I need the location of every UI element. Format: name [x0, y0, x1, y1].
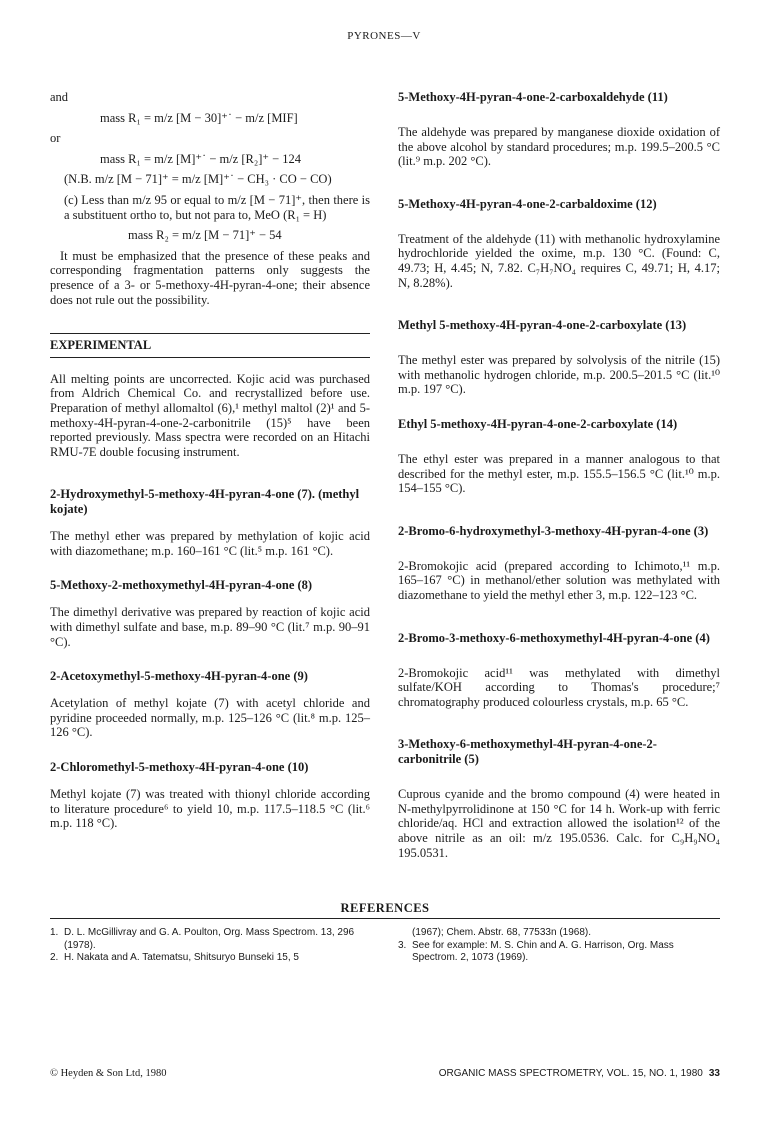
rule-c: (c) Less than m/z 95 or equal to m/z [M − 71]⁺, then there is a substituent ortho to, but not para to, MeO (R₁ = H): [64, 192, 370, 222]
compound-7-title: 2-Hydroxymethyl-5-methoxy-4H-pyran-4-one (7). (methyl kojate): [50, 487, 360, 517]
compound-5-title: 3-Methoxy-6-methoxymethyl-4H-pyran-4-one-2-carbonitrile (5): [398, 737, 657, 767]
left-column: [50, 90, 370, 831]
reference-3-text: See for example: M. S. Chin and A. G. Harrison, Org. Mass Spectrom. 2, 1073 (1969).: [412, 939, 674, 963]
compound-13-title: Methyl 5-methoxy-4H-pyran-4-one-2-carboxylate (13): [398, 318, 687, 333]
experimental-body: All melting points are uncorrected. Kojic acid was purchased from Aldrich Chemical Co. and recrystallized before use. Preparation of methyl allomaltol (6),¹ methyl maltol (2)¹ and 5-methoxy-4H-pyran-4-one-2-carbonitrile (15)⁵ have been reported previously. Mass spectra were recorded on an Hitachi RMU-7E double focusing instrument.: [50, 371, 370, 459]
references-right: [398, 927, 720, 965]
compound-13-body: The methyl ester was prepared by solvolysis of the nitrile (15) with methanolic hydrogen chloride, m.p. 200.5–201.5 °C (lit.¹⁰ m.p. 197 °C).: [398, 353, 720, 397]
reference-1-number: 1.: [50, 927, 59, 938]
equation-note: (N.B. m/z [M − 71]⁺ = m/z [M]⁺˙ − CH₃ · CO − CO): [64, 172, 332, 187]
journal-footer: [439, 1068, 720, 1079]
compound-8-title: 5-Methoxy-2-methoxymethyl-4H-pyran-4-one (8): [50, 578, 313, 593]
reference-2-number: 2.: [50, 952, 59, 963]
compound-8-body: The dimethyl derivative was prepared by reaction of kojic acid with dimethyl sulfate and base, m.p. 89–90 °C (lit.⁷ m.p. 90–91 °C).: [50, 605, 370, 649]
running-head: PYRONES—V: [347, 30, 421, 42]
compound-9-title: 2-Acetoxymethyl-5-methoxy-4H-pyran-4-one (9): [50, 669, 308, 684]
right-column: [398, 90, 720, 860]
compound-14-body: The ethyl ester was prepared in a manner analogous to that described for the methyl ester, m.p. 155.5–156.5 °C (lit.¹⁰ m.p. 154–155 °C).: [398, 451, 720, 496]
compound-14-title: Ethyl 5-methoxy-4H-pyran-4-one-2-carboxylate (14): [398, 416, 678, 431]
experimental-heading: EXPERIMENTAL: [50, 333, 370, 358]
compound-3-body: 2-Bromokojic acid (prepared according to Ichimoto,¹¹ m.p. 165–167 °C) in methanol/ether solution was methylated with diazomethane to yield the methyl ether 3, m.p. 122–123 °C.: [398, 558, 720, 602]
page-number: 33: [708, 1068, 720, 1079]
compound-10-body: Methyl kojate (7) was treated with thionyl chloride according to literature procedure⁶ to yield 10, m.p. 117.5–118.5 °C (lit.⁶ m.p. 118 °C).: [50, 787, 370, 831]
reference-3-number: 3.: [398, 939, 407, 951]
compound-12-body: Treatment of the aldehyde (11) with methanolic hydroxylamine hydrochloride yielded the oxime, m.p. 130 °C. (Found: C, 49.73; H, 4.45; N, 7.82. C₇H₇NO₄ requires C, 49.71; H, 4.17; N, 8.28%).: [398, 231, 720, 290]
reference-2-text: H. Nakata and A. Tatematsu, Shitsuryo Bunseki 15, 5: [64, 952, 299, 963]
equation-2: mass R₁ = m/z [M]⁺˙ − m/z [R₂]⁺ − 124: [100, 151, 302, 166]
compound-9-body: Acetylation of methyl kojate (7) with acetyl chloride and pyridine proceeded normally, m.p. 125–126 °C (lit.⁸ m.p. 125–126 °C).: [50, 696, 370, 740]
reference-1-text: D. L. McGillivray and G. A. Poulton, Org. Mass Spectrom. 13, 296 (1978).: [64, 927, 355, 951]
references-heading: REFERENCES: [340, 901, 430, 915]
emphasis-paragraph: It must be emphasized that the presence of these peaks and corresponding fragmentation patterns only suggests the presence of a 3- or 5-methoxy-4H-pyran-4-one; their absence does not rule out the possibility.: [50, 248, 370, 307]
compound-5-body: Cuprous cyanide and the bromo compound (4) were heated in N-methylpyrrolidinone at 150 °C for 14 h. Work-up with ferric chloride/aq. HCl and extraction allowed the isolation¹² of the above nitrile as an oil: m/z 195.0536. Calc. for C₉H₉NO₄ 195.0531.: [398, 787, 720, 860]
compound-7-body: The methyl ether was prepared by methylation of kojic acid with diazomethane; m.p. 160–161 °C (lit.⁵ m.p. 161 °C).: [50, 529, 370, 558]
reference-1: [50, 927, 368, 952]
reference-2-continued: [398, 927, 720, 940]
copyright-footer: © Heyden & Son Ltd, 1980: [50, 1068, 167, 1079]
compound-11-title: 5-Methoxy-4H-pyran-4-one-2-carboxaldehyde (11): [398, 90, 668, 104]
compound-4-title: 2-Bromo-3-methoxy-6-methoxymethyl-4H-pyran-4-one (4): [398, 630, 710, 645]
references-rule: [50, 918, 720, 919]
compound-11-body: The aldehyde was prepared by manganese dioxide oxidation of the above alcohol by standard procedures; m.p. 199.5–200.5 °C (lit.⁹ m.p. 202 °C).: [398, 125, 720, 169]
compound-3-title: 2-Bromo-6-hydroxymethyl-3-methoxy-4H-pyran-4-one (3): [398, 523, 709, 538]
journal-citation: ORGANIC MASS SPECTROMETRY, VOL. 15, NO. 1, 1980: [438, 1068, 703, 1079]
and-text: and: [50, 90, 69, 104]
reference-3: [398, 940, 720, 965]
reference-2: [50, 952, 368, 965]
reference-2-continued-text: (1967); Chem. Abstr. 68, 77533n (1968).: [412, 927, 591, 938]
equation-1: mass R₁ = m/z [M − 30]⁺˙ − m/z [MIF]: [100, 110, 298, 125]
equation-4: mass R₂ = m/z [M − 71]⁺ − 54: [128, 228, 282, 243]
or-text: or: [50, 131, 61, 146]
references-left: [50, 927, 368, 965]
compound-4-body: 2-Bromokojic acid¹¹ was methylated with dimethyl sulfate/KOH according to Thomas's procedure;⁷ chromatography produced colourless crystals, m.p. 65 °C.: [398, 665, 720, 709]
compound-10-title: 2-Chloromethyl-5-methoxy-4H-pyran-4-one (10): [50, 760, 309, 775]
compound-12-title: 5-Methoxy-4H-pyran-4-one-2-carbaldoxime (12): [398, 196, 657, 211]
